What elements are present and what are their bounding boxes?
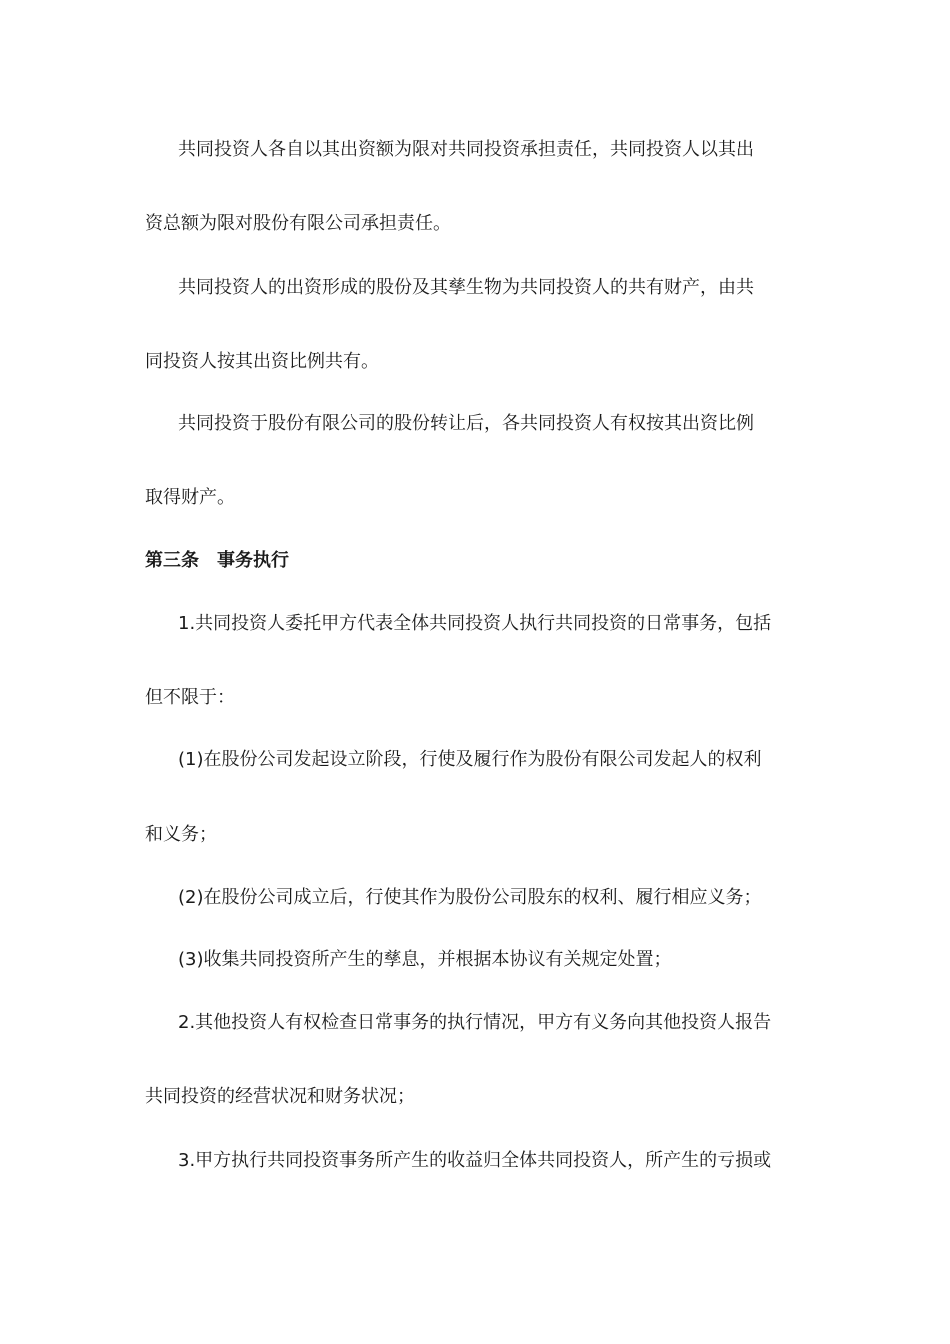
item-3-line-1: 3.甲方执行共同投资事务所产生的收益归全体共同投资人，所产生的亏损或 <box>178 1150 772 1171</box>
sub-item-2: (2)在股份公司成立后，行使其作为股份公司股东的权利、履行相应义务； <box>178 887 762 908</box>
paragraph-transfer-line-1: 共同投资于股份有限公司的股份转让后，各共同投资人有权按其出资比例 <box>178 413 754 434</box>
item-2-line-2: 共同投资的经营状况和财务状况； <box>145 1086 415 1107</box>
paragraph-shares-line-2: 同投资人按其出资比例共有。 <box>145 351 379 372</box>
item-1-line-2: 但不限于： <box>145 687 235 708</box>
item-1-line-1: 1.共同投资人委托甲方代表全体共同投资人执行共同投资的日常事务，包括 <box>178 613 772 634</box>
article-heading: 第三条 事务执行 <box>145 550 289 571</box>
paragraph-liability-line-2: 资总额为限对股份有限公司承担责任。 <box>145 213 451 234</box>
sub-item-3: (3)收集共同投资所产生的孳息，并根据本协议有关规定处置； <box>178 949 672 970</box>
sub-item-1-line-1: (1)在股份公司发起设立阶段，行使及履行作为股份有限公司发起人的权利 <box>178 749 762 770</box>
paragraph-liability-line-1: 共同投资人各自以其出资额为限对共同投资承担责任，共同投资人以其出 <box>178 139 754 160</box>
item-2-line-1: 2.其他投资人有权检查日常事务的执行情况，甲方有义务向其他投资人报告 <box>178 1012 772 1033</box>
paragraph-shares-line-1: 共同投资人的出资形成的股份及其孳生物为共同投资人的共有财产，由共 <box>178 277 754 298</box>
paragraph-transfer-line-2: 取得财产。 <box>145 487 235 508</box>
sub-item-1-line-2: 和义务； <box>145 824 217 845</box>
